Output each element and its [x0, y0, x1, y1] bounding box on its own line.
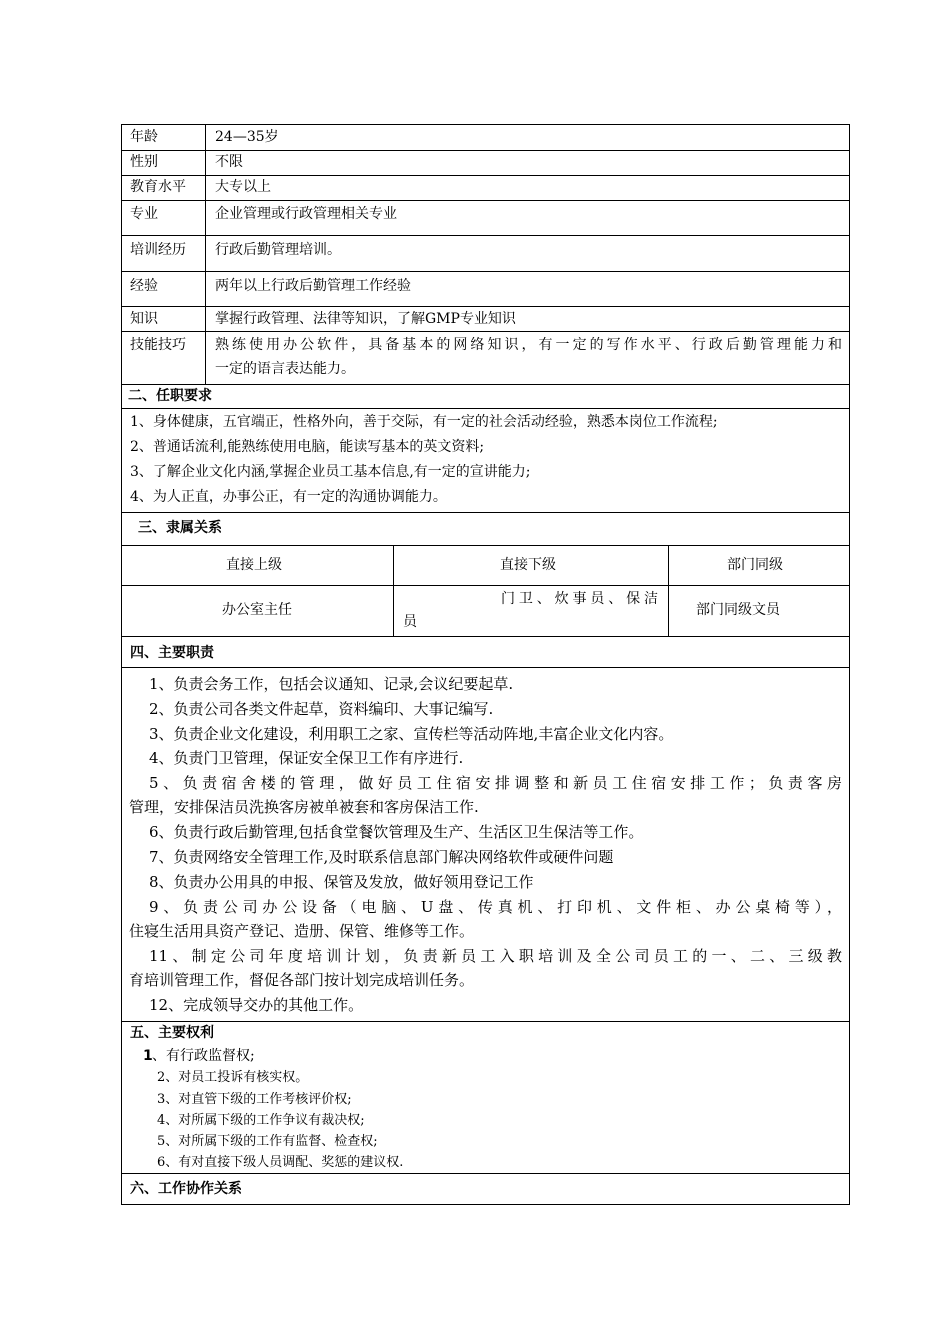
- duty-line: 4、负责门卫管理，保证安全保卫工作有序进行.: [149, 749, 464, 767]
- value-major: 企业管理或行政管理相关专业: [215, 206, 397, 222]
- section-5-title: 五、主要权利: [130, 1025, 214, 1041]
- value-direct-subordinate-line-2: 员: [403, 614, 417, 630]
- value-education: 大专以上: [215, 179, 271, 195]
- label-education: 教育水平: [130, 179, 186, 195]
- label-age: 年龄: [130, 129, 158, 145]
- duty-line: 11、制定公司年度培训计划，负责新员工入职培训及全公司员工的一、二、三级教: [149, 947, 842, 965]
- right-item: 、有行政监督权;: [152, 1048, 255, 1064]
- label-knowledge: 知识: [130, 311, 158, 327]
- value-knowledge: 掌握行政管理、法律等知识，了解GMP专业知识: [215, 311, 516, 327]
- right-item: 6、有对直接下级人员调配、奖惩的建议权.: [157, 1155, 404, 1170]
- duty-line: 育培训管理工作，督促各部门按计划完成培训任务。: [129, 971, 475, 989]
- value-skills-line-1: 熟练使用办公软件，具备基本的网络知识，有一定的写作水平、行政后勤管理能力和: [215, 337, 842, 353]
- label-training: 培训经历: [130, 242, 186, 258]
- duty-line: 5、负责宿舍楼的管理，做好员工住宿安排调整和新员工住宿安排工作；负责客房: [149, 774, 842, 792]
- label-skills: 技能技巧: [130, 337, 186, 353]
- section-3-title: 三、隶属关系: [138, 520, 222, 536]
- label-major: 专业: [130, 206, 158, 222]
- requirement-item: 4、为人正直，办事公正，有一定的沟通协调能力。: [130, 489, 447, 505]
- value-experience: 两年以上行政后勤管理工作经验: [215, 278, 411, 294]
- requirement-item: 3、了解企业文化内涵,掌握企业员工基本信息,有一定的宣讲能力;: [130, 464, 531, 480]
- requirement-item: 1、身体健康，五官端正，性格外向，善于交际，有一定的社会活动经验，熟悉本岗位工作流程;: [130, 414, 718, 430]
- duty-line: 8、负责办公用具的申报、保管及发放，做好领用登记工作: [149, 873, 534, 891]
- duty-line: 1、负责会务工作，包括会议通知、记录,会议纪要起草.: [149, 675, 514, 693]
- right-item: 2、对员工投诉有核实权。: [157, 1070, 309, 1085]
- value-age: 24—35岁: [215, 129, 279, 145]
- section-4-title: 四、主要职责: [130, 645, 214, 661]
- duty-line: 6、负责行政后勤管理,包括食堂餐饮管理及生产、生活区卫生保洁等工作。: [149, 823, 644, 841]
- label-experience: 经验: [130, 278, 158, 294]
- header-direct-subordinate: 直接下级: [500, 557, 556, 573]
- header-direct-superior: 直接上级: [226, 557, 282, 573]
- right-item: 3、对直管下级的工作考核评价权;: [157, 1092, 352, 1107]
- requirement-item: 2、普通话流利,能熟练使用电脑，能读写基本的英文资料;: [130, 439, 485, 455]
- value-department-peer: 部门同级文员: [696, 602, 780, 618]
- section-6-title: 六、工作协作关系: [130, 1181, 242, 1197]
- duty-line: 管理，安排保洁员洗换客房被单被套和客房保洁工作.: [129, 798, 479, 816]
- value-gender: 不限: [215, 154, 243, 170]
- duty-line: 7、负责网络安全管理工作,及时联系信息部门解决网络软件或硬件问题: [149, 848, 614, 866]
- right-item-number: 1: [143, 1048, 153, 1064]
- header-department-peer: 部门同级: [727, 557, 783, 573]
- duty-line: 12、完成领导交办的其他工作。: [149, 996, 364, 1014]
- label-gender: 性别: [130, 154, 158, 170]
- value-direct-subordinate-line-1: 门卫、炊事员、保洁: [501, 591, 658, 607]
- value-direct-superior: 办公室主任: [222, 602, 292, 618]
- right-item: 5、对所属下级的工作有监督、检查权;: [157, 1134, 378, 1149]
- value-training: 行政后勤管理培训。: [215, 242, 341, 258]
- section-2-title: 二、任职要求: [128, 388, 212, 404]
- value-skills-line-2: 一定的语言表达能力。: [215, 361, 355, 377]
- duty-line: 2、负责公司各类文件起草，资料编印、大事记编写.: [149, 700, 494, 718]
- duty-line: 3、负责企业文化建设，利用职工之家、宣传栏等活动阵地,丰富企业文化内容。: [149, 725, 674, 743]
- duty-line: 住寝生活用具资产登记、造册、保管、维修等工作。: [129, 922, 475, 940]
- right-item: 4、对所属下级的工作争议有裁决权;: [157, 1113, 365, 1128]
- duty-line: 9、负责公司办公设备（电脑、U盘、传真机、打印机、文件柜、办公桌椅等），: [149, 898, 842, 916]
